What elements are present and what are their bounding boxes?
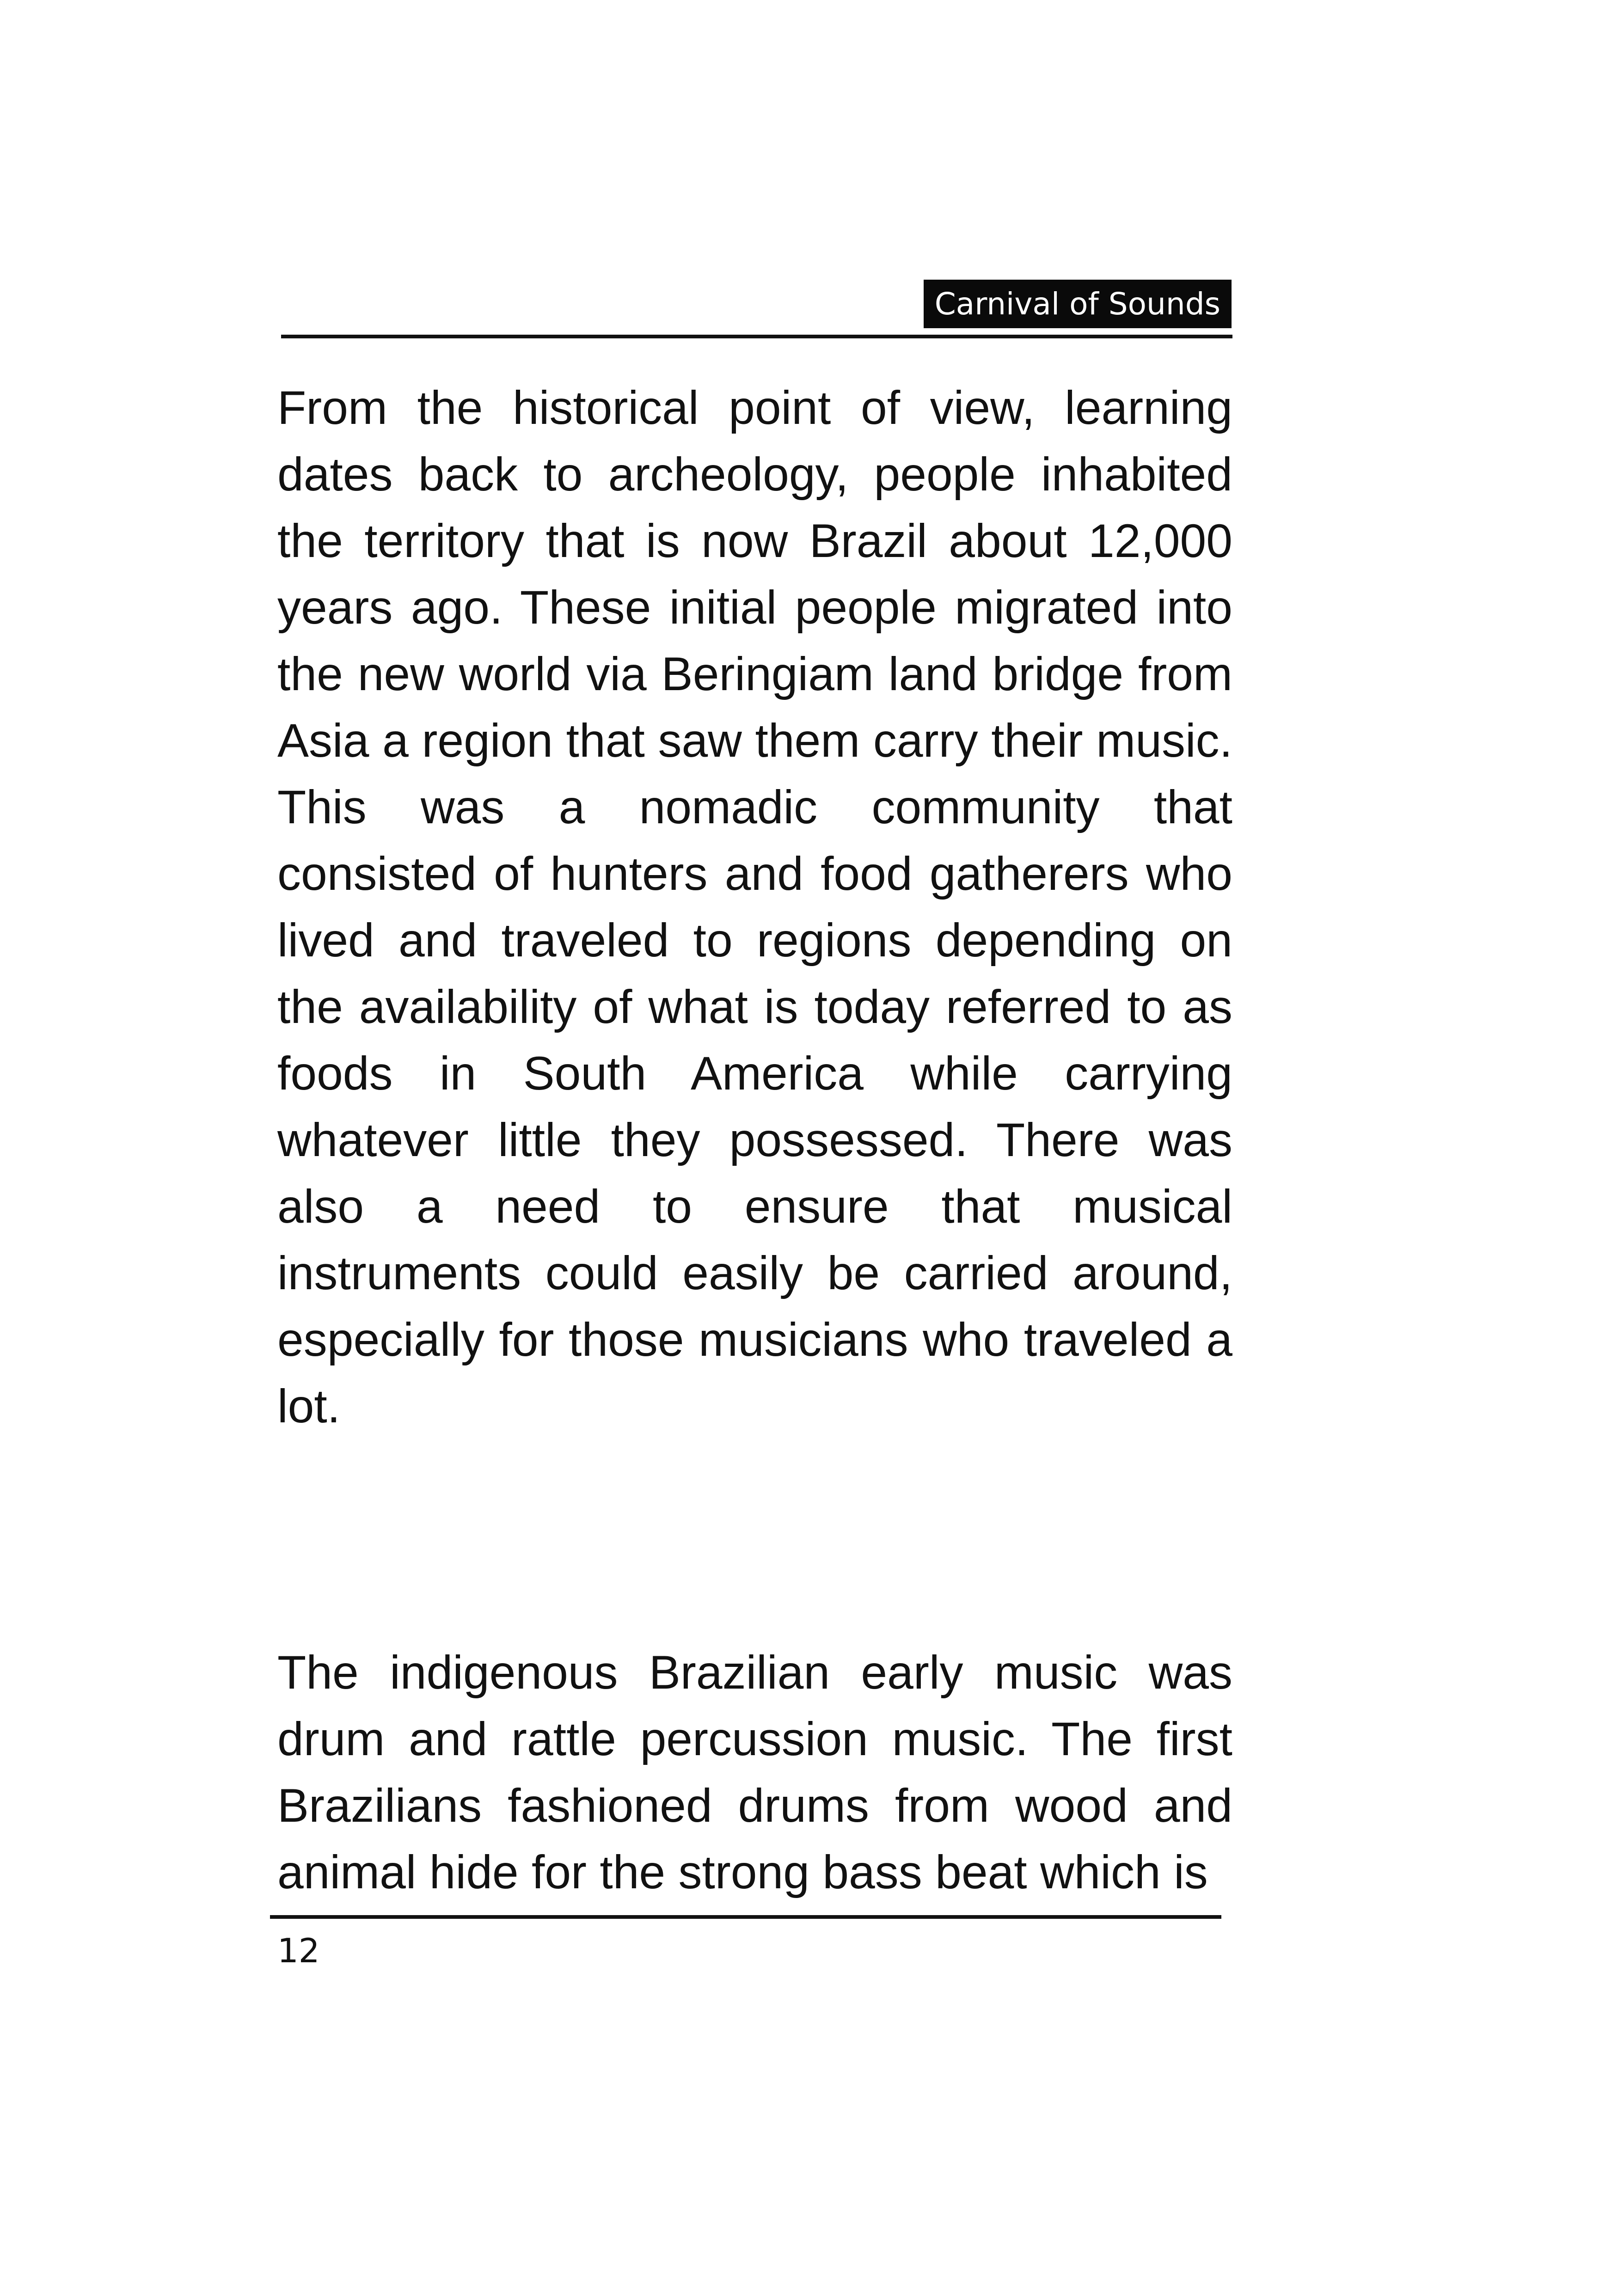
footer-divider	[270, 1915, 1221, 1919]
page-number: 12	[277, 1931, 320, 1970]
header-divider	[281, 335, 1232, 338]
paragraph-1: From the historical point of view, learning dates back to archeology, people inhabited the territory that is now Brazil about 12,000 years ago. These initial people migrated into the new world via Beringiam land bridge from Asia a region that saw them carry their music. This was a nomadic community that consisted of hunters and food gatherers who lived and traveled to regions depending on the availability of what is today referred to as foods in South America while carrying whatever little they possessed. There was also a need to ensure that musical instruments could easily be carried around, especially for those musicians who traveled a lot.	[277, 381, 1232, 1433]
running-header-title: Carnival of Sounds	[924, 280, 1232, 328]
page-body	[277, 374, 1232, 1905]
paragraph-2: The indigenous Brazilian early music was drum and rattle percussion music. The first Brazilians fashioned drums from wood and animal hide for the strong bass beat which is	[277, 1646, 1232, 1898]
